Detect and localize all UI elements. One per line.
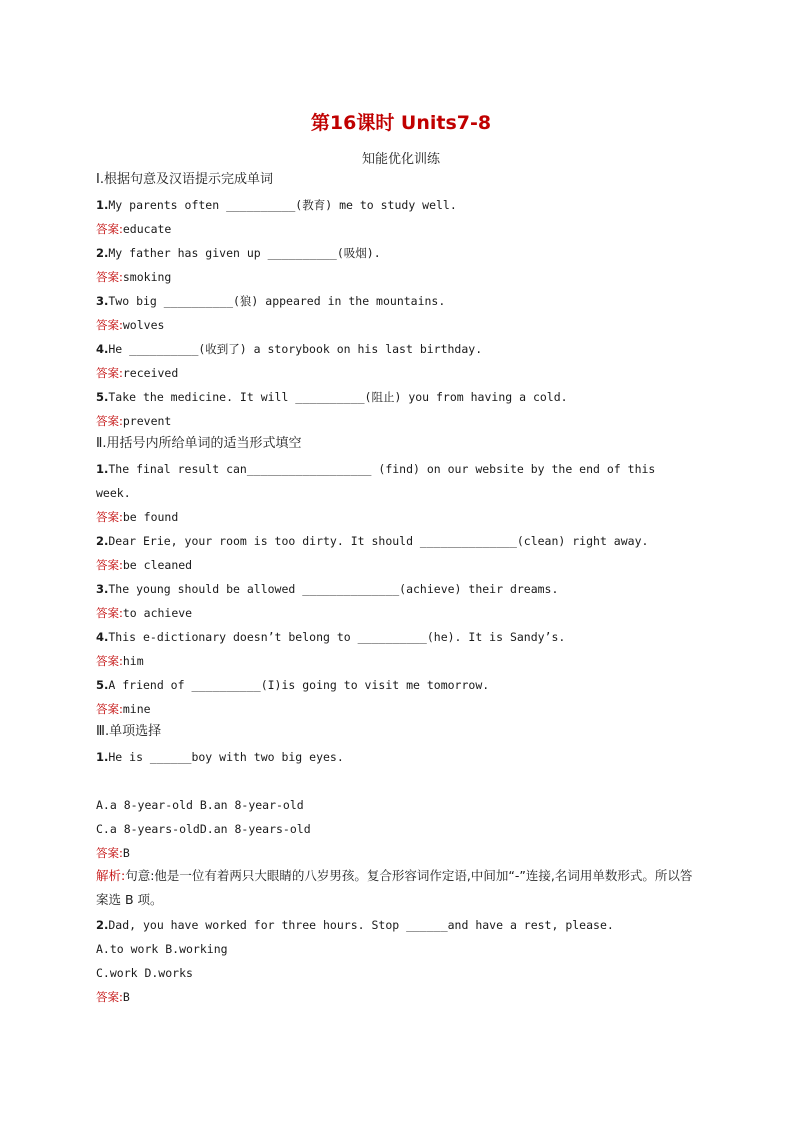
s2-a5: 答案:mine — [96, 702, 151, 716]
s3-a1: 答案:B — [96, 846, 130, 860]
s2-q4: 4.This e-dictionary doesn’t belong to __________(he). It is Sandy’s. — [96, 630, 566, 644]
s1-a1: 答案:educate — [96, 222, 172, 236]
s3-q2-options-cd: C.work D.works — [96, 966, 193, 980]
s3-q1-options-ab: A.a 8-year-old B.an 8-year-old — [96, 798, 304, 812]
s1-a3: 答案:wolves — [96, 318, 165, 332]
s3-q2-options-ab: A.to work B.working — [96, 942, 228, 956]
s2-q1-cont: week. — [96, 486, 131, 500]
section-2-heading: Ⅱ.用括号内所给单词的适当形式填空 — [96, 436, 302, 451]
s2-q2: 2.Dear Erie, your room is too dirty. It should ______________(clean) right away. — [96, 534, 649, 548]
s3-q1-analysis: 解析:句意:他是一位有着两只大眼睛的八岁男孩。复合形容词作定语,中间加“-”连接,名词用单数形式。所以答案选 B 项。 — [96, 868, 693, 907]
s2-a1: 答案:be found — [96, 510, 179, 524]
s2-a2: 答案:be cleaned — [96, 558, 193, 572]
page-title: 第16课时 Units7-8 — [310, 112, 492, 134]
section-3-heading: Ⅲ.单项选择 — [96, 724, 162, 739]
s1-q1: 1.My parents often __________(教育) me to study well. — [96, 198, 457, 212]
s1-a4: 答案:received — [96, 366, 179, 380]
s1-q5: 5.Take the medicine. It will __________(阻止) you from having a cold. — [96, 390, 568, 404]
s2-a4: 答案:him — [96, 654, 144, 668]
s2-q5: 5.A friend of __________(I)is going to visit me tomorrow. — [96, 678, 490, 692]
s3-a2: 答案:B — [96, 990, 130, 1004]
s1-q3: 3.Two big __________(狼) appeared in the mountains. — [96, 294, 446, 308]
s3-q1-options-cd: C.a 8-years-oldD.an 8-years-old — [96, 822, 311, 836]
page-subtitle: 知能优化训练 — [361, 152, 440, 167]
s2-a3: 答案:to achieve — [96, 606, 193, 620]
s3-q2: 2.Dad, you have worked for three hours. Stop ______and have a rest, please. — [96, 918, 614, 932]
s1-q4: 4.He __________(收到了) a storybook on his last birthday. — [96, 342, 483, 356]
s2-q1: 1.The final result can__________________ (find) on our website by the end of this — [96, 462, 656, 476]
s1-a5: 答案:prevent — [96, 414, 172, 428]
s1-a2: 答案:smoking — [96, 270, 172, 284]
section-1-heading: Ⅰ.根据句意及汉语提示完成单词 — [96, 172, 273, 187]
s2-q3: 3.The young should be allowed ______________(achieve) their dreams. — [96, 582, 559, 596]
s3-q1: 1.He is ______boy with two big eyes. — [96, 750, 344, 764]
s1-q2: 2.My father has given up __________(吸烟). — [96, 246, 381, 260]
